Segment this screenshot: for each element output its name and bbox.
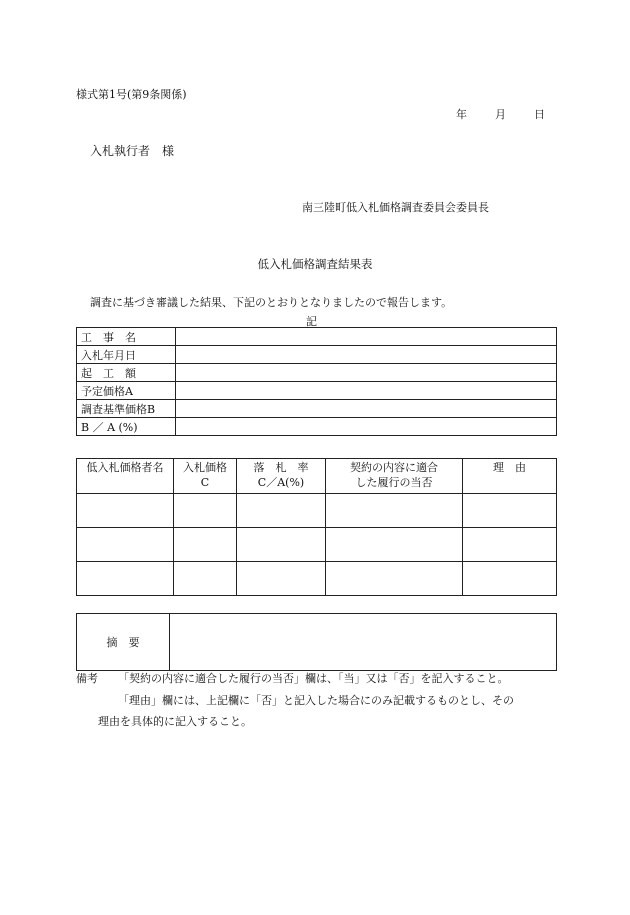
info-row xyxy=(77,364,557,382)
table-row xyxy=(77,528,557,562)
cell-compliance[interactable] xyxy=(326,528,463,562)
info-value-project-name[interactable] xyxy=(176,328,557,346)
bidder-table xyxy=(76,458,557,596)
info-value-planned-price[interactable] xyxy=(176,382,557,400)
cell-bidder-name[interactable] xyxy=(77,528,174,562)
cell-reason[interactable] xyxy=(463,528,557,562)
cell-bid-price[interactable] xyxy=(174,494,237,528)
cell-reason[interactable] xyxy=(463,562,557,596)
cell-compliance[interactable] xyxy=(326,562,463,596)
cell-award-rate[interactable] xyxy=(237,494,326,528)
info-label-ratio: B ／ A (%) xyxy=(77,418,176,436)
info-label-planned-price: 予定価格A xyxy=(77,382,176,400)
info-label-bid-date: 入札年月日 xyxy=(77,346,176,364)
date-line xyxy=(456,106,545,122)
header-reason: 理 由 xyxy=(463,459,557,494)
info-value-estimate[interactable] xyxy=(176,364,557,382)
table-row xyxy=(77,562,557,596)
cell-bid-price[interactable] xyxy=(174,528,237,562)
ki-label: 記 xyxy=(306,315,317,328)
info-label-base-price: 調査基準価格B xyxy=(77,400,176,418)
notes-label: 備考 xyxy=(76,672,98,685)
cell-award-rate[interactable] xyxy=(237,528,326,562)
info-value-ratio[interactable] xyxy=(176,418,557,436)
form-number: 様式第1号(第9条関係) xyxy=(76,88,187,101)
addressee: 入札執行者 様 xyxy=(90,144,175,158)
cell-award-rate[interactable] xyxy=(237,562,326,596)
date-month: 月 xyxy=(495,108,506,121)
info-row xyxy=(77,382,557,400)
header-bid-price: 入札価格 C xyxy=(174,459,237,494)
note-line-2: 「理由」欄には、上記欄に「否」と記入した場合にのみ記載するものとし、その xyxy=(118,694,514,707)
summary-label: 摘 要 xyxy=(77,614,170,671)
info-row xyxy=(77,328,557,346)
note-line-3: 理由を具体的に記入すること。 xyxy=(98,715,252,728)
document-title: 低入札価格調査結果表 xyxy=(257,257,373,271)
date-year: 年 xyxy=(456,108,467,121)
info-label-project-name: 工 事 名 xyxy=(77,328,176,346)
header-compliance: 契約の内容に適合 した履行の当否 xyxy=(326,459,463,494)
summary-row xyxy=(77,614,557,671)
info-row xyxy=(77,346,557,364)
bidder-header-row xyxy=(77,459,557,494)
cell-reason[interactable] xyxy=(463,494,557,528)
info-row xyxy=(77,400,557,418)
header-award-rate: 落 札 率 C／A(%) xyxy=(237,459,326,494)
cell-bidder-name[interactable] xyxy=(77,562,174,596)
intro-text: 調査に基づき審議した結果、下記のとおりとなりましたので報告します。 xyxy=(90,296,453,309)
date-day: 日 xyxy=(534,108,545,121)
cell-bidder-name[interactable] xyxy=(77,494,174,528)
info-value-bid-date[interactable] xyxy=(176,346,557,364)
info-table xyxy=(76,327,557,436)
summary-value[interactable] xyxy=(170,614,557,671)
cell-compliance[interactable] xyxy=(326,494,463,528)
info-row xyxy=(77,418,557,436)
table-row xyxy=(77,494,557,528)
summary-table xyxy=(76,613,557,671)
info-value-base-price[interactable] xyxy=(176,400,557,418)
info-label-estimate: 起 工 額 xyxy=(77,364,176,382)
header-bidder-name: 低入札価格者名 xyxy=(77,459,174,494)
issuer: 南三陸町低入札価格調査委員会委員長 xyxy=(302,201,489,214)
cell-bid-price[interactable] xyxy=(174,562,237,596)
note-line-1: 「契約の内容に適合した履行の当否」欄は、「当」又は「否」を記入すること。 xyxy=(118,672,509,685)
